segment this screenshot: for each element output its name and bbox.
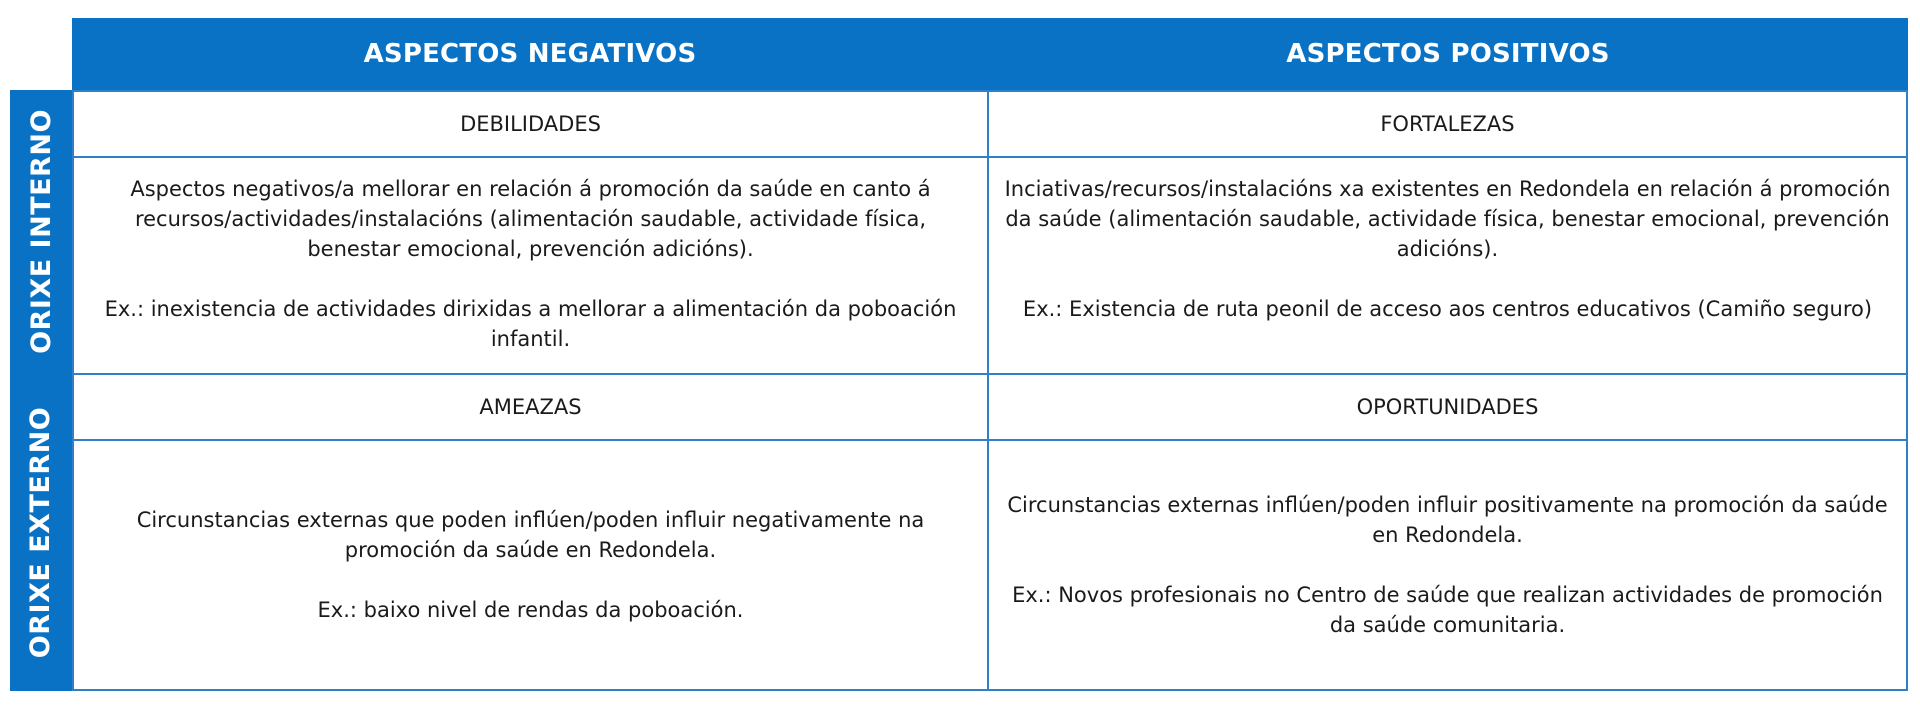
header-negative-label: ASPECTOS NEGATIVOS bbox=[363, 39, 697, 69]
weaknesses-title-cell bbox=[72, 90, 989, 158]
opportunities-example: Ex.: Novos profesionais no Centro de saúde que realizan actividades de promoción da saúde comunitaria. bbox=[1012, 583, 1883, 637]
weaknesses-example: Ex.: inexistencia de actividades dirixidas a mellorar a alimentación da poboación infantil. bbox=[104, 297, 957, 351]
strengths-title: FORTALEZAS bbox=[1380, 112, 1515, 136]
threats-example: Ex.: baixo nivel de rendas da poboación. bbox=[317, 598, 744, 622]
weaknesses-body-cell bbox=[72, 156, 989, 375]
opportunities-title-cell bbox=[987, 373, 1908, 441]
opportunities-body-cell bbox=[987, 439, 1908, 691]
side-external bbox=[10, 373, 72, 691]
strengths-title-cell bbox=[987, 90, 1908, 158]
side-internal-label: ORIXE INTERNO bbox=[25, 109, 57, 354]
header-positive bbox=[988, 18, 1908, 90]
opportunities-description: Circunstancias externas inflúen/poden influir positivamente na promoción da saúde en Redondela. bbox=[1007, 493, 1888, 547]
strengths-description: Inciativas/recursos/instalacións xa existentes en Redondela en relación á promoción da saúde (alimentación saudable, actividade física, benestar emocional, prevención adicións). bbox=[1004, 177, 1891, 261]
strengths-body-cell bbox=[987, 156, 1908, 375]
header-negative bbox=[72, 18, 988, 90]
side-external-label: ORIXE EXTERNO bbox=[25, 406, 57, 658]
side-internal bbox=[10, 90, 72, 373]
threats-title-cell bbox=[72, 373, 989, 441]
weaknesses-title: DEBILIDADES bbox=[460, 112, 601, 136]
threats-title: AMEAZAS bbox=[479, 395, 582, 419]
threats-body-cell bbox=[72, 439, 989, 691]
opportunities-title: OPORTUNIDADES bbox=[1356, 395, 1539, 419]
weaknesses-description: Aspectos negativos/a mellorar en relación á promoción da saúde en canto á recursos/actividades/instalacións (alimentación saudable, actividade física, benestar emocional, prevención adicións). bbox=[130, 177, 931, 261]
threats-description: Circunstancias externas que poden inflúen/poden influir negativamente na promoción da saúde en Redondela. bbox=[136, 508, 925, 562]
strengths-example: Ex.: Existencia de ruta peonil de acceso aos centros educativos (Camiño seguro) bbox=[1022, 297, 1873, 321]
header-positive-label: ASPECTOS POSITIVOS bbox=[1286, 39, 1610, 69]
